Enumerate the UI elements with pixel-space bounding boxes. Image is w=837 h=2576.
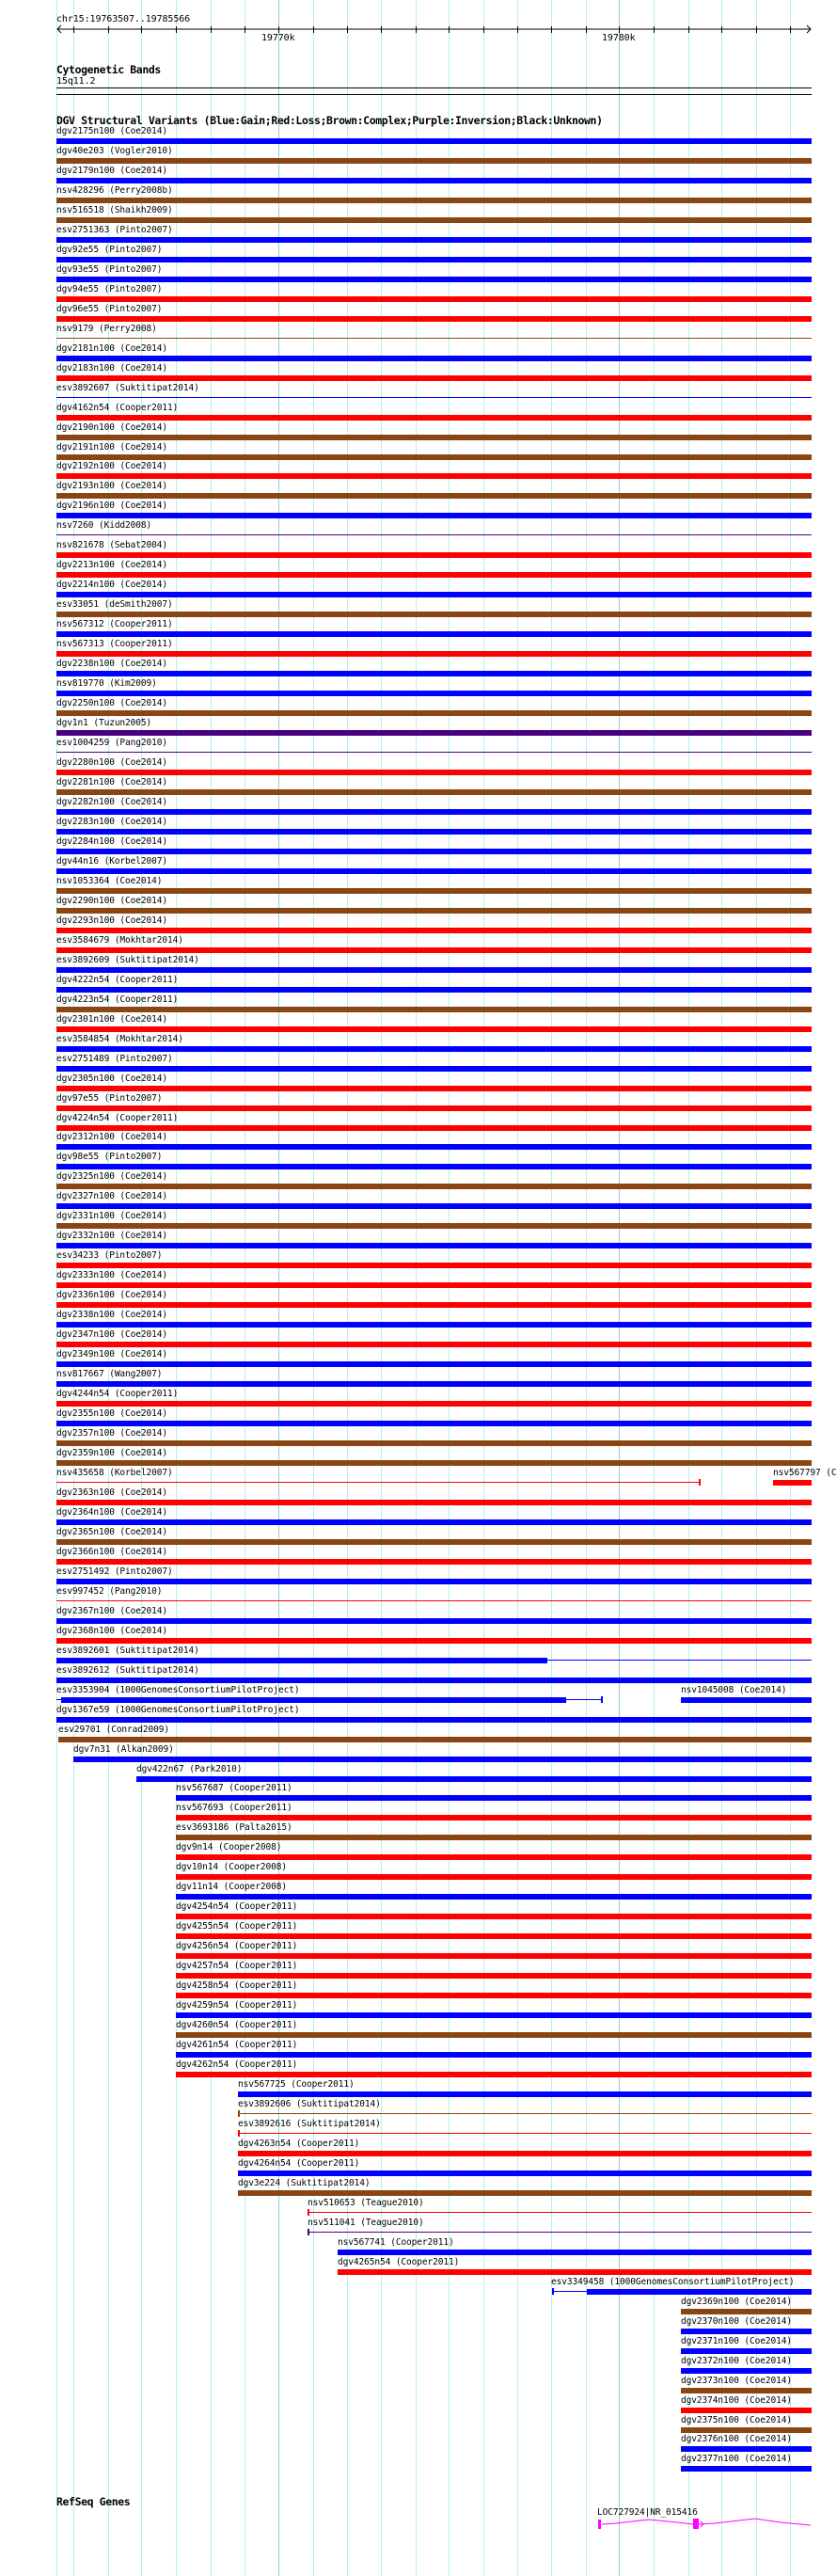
variant-bar[interactable] <box>56 1381 812 1387</box>
gene-exon <box>598 2520 601 2529</box>
variant-bar[interactable] <box>56 1717 812 1723</box>
variant-label[interactable]: dgv2369n100 (Coe2014) <box>681 2297 793 2307</box>
variant-bar[interactable] <box>338 2250 812 2255</box>
variant-bar[interactable] <box>681 2348 812 2354</box>
variant-label[interactable]: esv3892612 (Suktitipat2014) <box>56 1665 199 1676</box>
variant-bar[interactable] <box>56 415 812 421</box>
variant-line[interactable] <box>56 534 812 535</box>
variant-label[interactable]: dgv2347n100 (Coe2014) <box>56 1329 168 1340</box>
variant-label[interactable]: nsv7260 (Kidd2008) <box>56 520 152 531</box>
variant-bar[interactable] <box>681 2427 812 2433</box>
variant-bar[interactable] <box>56 473 812 479</box>
cytoband-line-bottom <box>56 94 812 95</box>
variant-label[interactable]: dgv2293n100 (Coe2014) <box>56 915 168 926</box>
variant-label[interactable]: esv33051 (deSmith2007) <box>56 599 173 610</box>
variant-bar[interactable] <box>56 691 812 696</box>
variant-label[interactable]: esv2751492 (Pinto2007) <box>56 1566 173 1577</box>
gene-label[interactable]: LOC727924|NR_015416 <box>597 2507 698 2518</box>
variant-bar[interactable] <box>56 375 812 381</box>
variant-label[interactable]: dgv7n31 (Alkan2009) <box>73 1744 174 1755</box>
variant-bar[interactable] <box>56 1007 812 1012</box>
variant-label[interactable]: dgv2327n100 (Coe2014) <box>56 1191 168 1201</box>
variant-bar[interactable] <box>56 1144 812 1150</box>
variant-label[interactable]: esv3892616 (Suktitipat2014) <box>238 2119 381 2129</box>
variant-bar[interactable] <box>56 1342 812 1347</box>
variant-label[interactable]: dgv2355n100 (Coe2014) <box>56 1408 168 1419</box>
variant-label[interactable]: dgv97e55 (Pinto2007) <box>56 1093 163 1104</box>
variant-bar[interactable] <box>681 2309 812 2314</box>
variant-bar[interactable] <box>176 1993 812 1998</box>
variant-bar[interactable] <box>56 1519 812 1525</box>
variant-label[interactable]: nsv1045008 (Coe2014) <box>681 1685 787 1695</box>
variant-label[interactable]: esv3892609 (Suktitipat2014) <box>56 955 199 965</box>
variant-bar[interactable] <box>56 1243 812 1248</box>
variant-label[interactable]: dgv92e55 (Pinto2007) <box>56 245 163 255</box>
variant-label[interactable]: dgv4257n54 (Cooper2011) <box>176 1961 298 1971</box>
variant-bar[interactable] <box>681 2329 812 2334</box>
variant-label[interactable]: dgv2301n100 (Coe2014) <box>56 1014 168 1025</box>
variant-bar[interactable] <box>176 1835 812 1840</box>
variant-bar[interactable] <box>176 2012 812 2018</box>
variant-label[interactable]: dgv2284n100 (Coe2014) <box>56 836 168 847</box>
variant-bar[interactable] <box>56 829 812 835</box>
ruler-location: chr15:19763507..19785566 <box>56 14 191 24</box>
variant-label[interactable]: dgv11n14 (Cooper2008) <box>176 1882 288 1892</box>
variant-bar[interactable] <box>56 198 812 203</box>
variant-bar[interactable] <box>56 770 812 775</box>
variant-label[interactable]: dgv2250n100 (Coe2014) <box>56 698 168 708</box>
variant-bar[interactable] <box>56 1302 812 1308</box>
variant-label[interactable]: nsv567687 (Cooper2011) <box>176 1783 292 1793</box>
variant-bar[interactable] <box>61 1697 566 1703</box>
variant-label[interactable]: dgv4265n54 (Cooper2011) <box>338 2257 460 2267</box>
variant-bar[interactable] <box>56 1460 812 1466</box>
variant-bar[interactable] <box>56 947 812 953</box>
variant-line[interactable] <box>552 2291 587 2292</box>
variant-label[interactable]: dgv4261n54 (Cooper2011) <box>176 2040 298 2050</box>
variant-bar[interactable] <box>56 158 812 164</box>
variant-bar[interactable] <box>56 1658 547 1663</box>
variant-end-tick[interactable] <box>601 1696 603 1703</box>
variant-label[interactable]: dgv2365n100 (Coe2014) <box>56 1527 168 1537</box>
variant-bar[interactable] <box>773 1480 812 1486</box>
variant-bar[interactable] <box>56 237 812 243</box>
variant-label[interactable]: dgv2357n100 (Coe2014) <box>56 1428 168 1439</box>
variant-label[interactable]: dgv2282n100 (Coe2014) <box>56 797 168 807</box>
variant-label[interactable]: dgv2283n100 (Coe2014) <box>56 817 168 827</box>
refseq-track-title: RefSeq Genes <box>56 2495 131 2508</box>
variant-bar[interactable] <box>681 2388 812 2393</box>
variant-label[interactable]: dgv2181n100 (Coe2014) <box>56 343 168 354</box>
variant-line[interactable] <box>56 397 812 398</box>
variant-bar[interactable] <box>56 710 812 716</box>
variant-label[interactable]: dgv4256n54 (Cooper2011) <box>176 1941 298 1951</box>
variant-label[interactable]: dgv2375n100 (Coe2014) <box>681 2415 793 2425</box>
variant-label[interactable]: dgv2179n100 (Coe2014) <box>56 166 168 176</box>
variant-bar[interactable] <box>238 2151 812 2156</box>
ruler-label-19770k: 19770k <box>261 33 295 43</box>
variant-label[interactable]: nsv821678 (Sebat2004) <box>56 540 168 550</box>
variant-line[interactable] <box>547 1660 812 1661</box>
variant-bar[interactable] <box>56 1539 812 1545</box>
variant-bar[interactable] <box>176 1973 812 1979</box>
variant-label[interactable]: dgv2175n100 (Coe2014) <box>56 126 168 136</box>
variant-label[interactable]: dgv4162n54 (Cooper2011) <box>56 403 179 413</box>
variant-label[interactable]: nsv511041 (Teague2010) <box>308 2218 424 2228</box>
variant-label[interactable]: dgv1n1 (Tuzun2005) <box>56 718 152 728</box>
variant-label[interactable]: dgv2325n100 (Coe2014) <box>56 1171 168 1182</box>
variant-label[interactable]: dgv2373n100 (Coe2014) <box>681 2376 793 2386</box>
variant-label[interactable]: dgv4254n54 (Cooper2011) <box>176 1901 298 1912</box>
gene-intron <box>602 2520 693 2524</box>
variant-bar[interactable] <box>176 1854 812 1860</box>
variant-label[interactable]: nsv567313 (Cooper2011) <box>56 639 173 649</box>
variant-bar[interactable] <box>56 908 812 914</box>
variant-bar[interactable] <box>176 2032 812 2038</box>
grid-line <box>211 0 212 2576</box>
variant-bar[interactable] <box>56 572 812 578</box>
variant-label[interactable]: nsv435658 (Korbel2007) <box>56 1468 173 1478</box>
variant-label[interactable]: dgv4263n54 (Cooper2011) <box>238 2139 360 2149</box>
variant-bar[interactable] <box>56 178 812 183</box>
variant-label[interactable]: dgv10n14 (Cooper2008) <box>176 1862 288 1872</box>
variant-bar[interactable] <box>176 1874 812 1880</box>
variant-label[interactable]: nsv9179 (Perry2008) <box>56 324 157 334</box>
variant-bar[interactable] <box>238 2091 812 2097</box>
variant-bar[interactable] <box>56 513 812 518</box>
variant-label[interactable]: dgv2370n100 (Coe2014) <box>681 2316 793 2327</box>
variant-bar[interactable] <box>56 928 812 933</box>
variant-bar[interactable] <box>56 552 812 558</box>
variant-label[interactable]: dgv94e55 (Pinto2007) <box>56 284 163 294</box>
variant-label[interactable]: esv34233 (Pinto2007) <box>56 1250 163 1261</box>
variant-bar[interactable] <box>238 2171 812 2176</box>
variant-label[interactable]: esv997452 (Pang2010) <box>56 1586 163 1597</box>
variant-label[interactable]: dgv2338n100 (Coe2014) <box>56 1310 168 1320</box>
variant-label[interactable]: nsv567797 (C <box>773 1468 837 1478</box>
variant-label[interactable]: dgv2183n100 (Coe2014) <box>56 363 168 374</box>
variant-label[interactable]: esv3892601 (Suktitipat2014) <box>56 1646 199 1656</box>
variant-bar[interactable] <box>56 435 812 440</box>
dgv-track-title: DGV Structural Variants (Blue:Gain;Red:Loss;Brown:Complex;Purple:Inversion;Black:Unknown) <box>56 114 603 127</box>
variant-label[interactable]: dgv9n14 (Cooper2008) <box>176 1842 282 1852</box>
variant-label[interactable]: esv3584854 (Mokhtar2014) <box>56 1034 183 1044</box>
variant-label[interactable]: dgv2333n100 (Coe2014) <box>56 1270 168 1280</box>
variant-bar[interactable] <box>56 1500 812 1505</box>
variant-label[interactable]: dgv2363n100 (Coe2014) <box>56 1487 168 1498</box>
variant-label[interactable]: dgv4260n54 (Cooper2011) <box>176 2020 298 2030</box>
variant-label[interactable]: dgv2368n100 (Coe2014) <box>56 1626 168 1636</box>
variant-bar[interactable] <box>176 1933 812 1939</box>
variant-label[interactable]: dgv2332n100 (Coe2014) <box>56 1231 168 1241</box>
variant-bar[interactable] <box>338 2269 812 2275</box>
variant-line[interactable] <box>238 2113 812 2114</box>
variant-label[interactable]: dgv2305n100 (Coe2014) <box>56 1073 168 1084</box>
variant-end-tick[interactable] <box>699 1479 701 1486</box>
variant-label[interactable]: dgv4258n54 (Cooper2011) <box>176 1980 298 1991</box>
variant-bar[interactable] <box>587 2289 812 2295</box>
variant-label[interactable]: dgv44n16 (Korbel2007) <box>56 856 168 867</box>
variant-bar[interactable] <box>56 671 812 676</box>
variant-bar[interactable] <box>56 1223 812 1229</box>
variant-bar[interactable] <box>56 217 812 223</box>
variant-line[interactable] <box>56 1482 699 1483</box>
variant-bar[interactable] <box>56 1105 812 1111</box>
variant-bar[interactable] <box>56 1618 812 1624</box>
variant-bar[interactable] <box>56 730 812 736</box>
variant-label[interactable]: nsv567725 (Cooper2011) <box>238 2079 355 2090</box>
variant-label[interactable]: esv3584679 (Mokhtar2014) <box>56 935 183 946</box>
variant-bar[interactable] <box>238 2190 812 2196</box>
variant-bar[interactable] <box>56 987 812 993</box>
variant-bar[interactable] <box>56 1125 812 1131</box>
variant-bar[interactable] <box>176 1953 812 1959</box>
variant-bar[interactable] <box>176 1894 812 1900</box>
cytoband-line-top <box>56 87 812 88</box>
variant-bar[interactable] <box>56 888 812 894</box>
variant-bar[interactable] <box>56 1086 812 1091</box>
variant-label[interactable]: esv3892607 (Suktitipat2014) <box>56 383 199 393</box>
variant-bar[interactable] <box>681 2446 812 2452</box>
variant-bar[interactable] <box>56 1184 812 1189</box>
variant-label[interactable]: dgv4264n54 (Cooper2011) <box>238 2158 360 2169</box>
variant-bar[interactable] <box>56 1421 812 1426</box>
variant-bar[interactable] <box>176 2052 812 2058</box>
variant-label[interactable]: dgv4262n54 (Cooper2011) <box>176 2059 298 2070</box>
variant-label[interactable]: dgv2349n100 (Coe2014) <box>56 1349 168 1360</box>
variant-bar[interactable] <box>56 1579 812 1584</box>
variant-label[interactable]: nsv516518 (Shaikh2009) <box>56 205 173 215</box>
variant-label[interactable]: dgv4255n54 (Cooper2011) <box>176 1921 298 1932</box>
variant-bar[interactable] <box>56 651 812 657</box>
variant-label[interactable]: nsv567693 (Cooper2011) <box>176 1803 292 1813</box>
variant-bar[interactable] <box>56 1282 812 1288</box>
variant-label[interactable]: dgv2336n100 (Coe2014) <box>56 1290 168 1300</box>
variant-label[interactable]: dgv40e203 (Vogler2010) <box>56 146 173 156</box>
variant-bar[interactable] <box>56 809 812 815</box>
variant-bar[interactable] <box>681 1697 812 1703</box>
variant-bar[interactable] <box>56 277 812 282</box>
variant-bar[interactable] <box>176 1795 812 1801</box>
variant-label[interactable]: dgv2290n100 (Coe2014) <box>56 896 168 906</box>
variant-label[interactable]: dgv4222n54 (Cooper2011) <box>56 975 179 985</box>
variant-line[interactable] <box>56 752 812 753</box>
variant-bar[interactable] <box>56 1440 812 1446</box>
variant-label[interactable]: nsv567741 (Cooper2011) <box>338 2237 454 2248</box>
variant-bar[interactable] <box>58 1737 812 1742</box>
variant-bar[interactable] <box>56 1046 812 1052</box>
variant-bar[interactable] <box>56 612 812 617</box>
variant-label[interactable]: dgv2367n100 (Coe2014) <box>56 1606 168 1616</box>
variant-bar[interactable] <box>176 1815 812 1821</box>
variant-label[interactable]: dgv2193n100 (Coe2014) <box>56 481 168 491</box>
variant-bar[interactable] <box>681 2368 812 2374</box>
variant-bar[interactable] <box>56 1066 812 1072</box>
variant-bar[interactable] <box>56 316 812 322</box>
variant-label[interactable]: esv3353904 (1000GenomesConsortiumPilotProject) <box>56 1685 300 1695</box>
variant-label[interactable]: nsv817667 (Wang2007) <box>56 1369 163 1379</box>
variant-bar[interactable] <box>56 1559 812 1565</box>
variant-label[interactable]: esv3693186 (Palta2015) <box>176 1822 292 1833</box>
variant-bar[interactable] <box>56 1026 812 1032</box>
variant-label[interactable]: dgv422n67 (Park2010) <box>136 1764 243 1774</box>
gene-intron <box>699 2519 811 2525</box>
variant-label[interactable]: nsv428296 (Perry2008b) <box>56 185 173 196</box>
variant-bar[interactable] <box>56 789 812 795</box>
variant-label[interactable]: nsv567312 (Cooper2011) <box>56 619 173 629</box>
variant-bar[interactable] <box>56 296 812 302</box>
variant-line[interactable] <box>56 338 812 339</box>
variant-bar[interactable] <box>681 2408 812 2413</box>
variant-label[interactable]: dgv2374n100 (Coe2014) <box>681 2395 793 2406</box>
variant-bar[interactable] <box>56 1361 812 1367</box>
variant-label[interactable]: nsv1053364 (Coe2014) <box>56 876 163 886</box>
variant-label[interactable]: dgv2331n100 (Coe2014) <box>56 1211 168 1221</box>
variant-bar[interactable] <box>176 2072 812 2077</box>
variant-label[interactable]: dgv2191n100 (Coe2014) <box>56 442 168 453</box>
variant-label[interactable]: esv3349458 (1000GenomesConsortiumPilotProject) <box>551 2277 795 2287</box>
variant-label[interactable]: dgv2359n100 (Coe2014) <box>56 1448 168 1458</box>
variant-bar[interactable] <box>56 1263 812 1268</box>
variant-bar[interactable] <box>176 1914 812 1919</box>
variant-label[interactable]: nsv510653 (Teague2010) <box>308 2198 424 2208</box>
variant-label[interactable]: dgv2377n100 (Coe2014) <box>681 2454 793 2464</box>
ruler-label-19780k: 19780k <box>602 33 636 43</box>
variant-label[interactable]: dgv1367e59 (1000GenomesConsortiumPilotProject) <box>56 1705 300 1715</box>
variant-label[interactable]: esv29701 (Conrad2009) <box>58 1725 170 1735</box>
variant-bar[interactable] <box>56 592 812 597</box>
variant-label[interactable]: dgv4259n54 (Cooper2011) <box>176 2000 298 2011</box>
variant-label[interactable]: dgv2281n100 (Coe2014) <box>56 777 168 787</box>
variant-label[interactable]: dgv93e55 (Pinto2007) <box>56 264 163 275</box>
variant-label[interactable]: esv3892606 (Suktitipat2014) <box>238 2099 381 2109</box>
variant-label[interactable]: dgv2312n100 (Coe2014) <box>56 1132 168 1142</box>
variant-label[interactable]: esv2751489 (Pinto2007) <box>56 1054 173 1064</box>
variant-label[interactable]: dgv2376n100 (Coe2014) <box>681 2434 793 2444</box>
variant-bar[interactable] <box>56 1678 812 1683</box>
variant-bar[interactable] <box>56 493 812 499</box>
variant-label[interactable]: nsv819770 (Kim2009) <box>56 678 157 689</box>
variant-bar[interactable] <box>56 138 812 144</box>
variant-line[interactable] <box>308 2212 812 2213</box>
variant-label[interactable]: dgv2366n100 (Coe2014) <box>56 1547 168 1557</box>
variant-label[interactable]: esv1004259 (Pang2010) <box>56 738 168 748</box>
variant-line[interactable] <box>56 1600 812 1601</box>
variant-label[interactable]: dgv4224n54 (Cooper2011) <box>56 1113 179 1123</box>
variant-bar[interactable] <box>56 257 812 262</box>
variant-bar[interactable] <box>56 1203 812 1209</box>
variant-bar[interactable] <box>56 1401 812 1407</box>
variant-label[interactable]: dgv98e55 (Pinto2007) <box>56 1152 163 1162</box>
cytoband-label[interactable]: 15q11.2 <box>56 76 96 87</box>
variant-bar[interactable] <box>56 849 812 854</box>
variant-bar[interactable] <box>56 1322 812 1328</box>
cytoband-track-title: Cytogenetic Bands <box>56 63 161 76</box>
variant-line[interactable] <box>238 2133 812 2134</box>
variant-label[interactable]: dgv2238n100 (Coe2014) <box>56 659 168 669</box>
variant-bar[interactable] <box>56 967 812 973</box>
variant-label[interactable]: dgv4244n54 (Cooper2011) <box>56 1389 179 1399</box>
variant-label[interactable]: dgv4223n54 (Cooper2011) <box>56 994 179 1005</box>
variant-bar[interactable] <box>56 868 812 874</box>
variant-bar[interactable] <box>681 2466 812 2472</box>
variant-label[interactable]: dgv2192n100 (Coe2014) <box>56 461 168 471</box>
variant-label[interactable]: dgv2364n100 (Coe2014) <box>56 1507 168 1518</box>
variant-bar[interactable] <box>56 1638 812 1644</box>
variant-bar[interactable] <box>56 454 812 460</box>
variant-label[interactable]: dgv2190n100 (Coe2014) <box>56 422 168 433</box>
variant-label[interactable]: dgv3e224 (Suktitipat2014) <box>238 2178 371 2188</box>
variant-label[interactable]: dgv2196n100 (Coe2014) <box>56 501 168 511</box>
gene-exon <box>693 2519 699 2529</box>
variant-bar[interactable] <box>56 1164 812 1169</box>
variant-label[interactable]: dgv2214n100 (Coe2014) <box>56 580 168 590</box>
variant-label[interactable]: dgv96e55 (Pinto2007) <box>56 304 163 314</box>
ruler-axis[interactable] <box>0 23 837 38</box>
variant-bar[interactable] <box>56 356 812 361</box>
variant-label[interactable]: dgv2213n100 (Coe2014) <box>56 560 168 570</box>
variant-label[interactable]: dgv2372n100 (Coe2014) <box>681 2356 793 2366</box>
variant-bar[interactable] <box>136 1776 812 1782</box>
variant-label[interactable]: esv2751363 (Pinto2007) <box>56 225 173 235</box>
variant-bar[interactable] <box>56 631 812 637</box>
variant-label[interactable]: dgv2371n100 (Coe2014) <box>681 2336 793 2346</box>
variant-label[interactable]: dgv2280n100 (Coe2014) <box>56 757 168 768</box>
variant-line[interactable] <box>308 2232 812 2233</box>
gene-model[interactable] <box>0 2514 837 2536</box>
variant-bar[interactable] <box>73 1757 812 1762</box>
